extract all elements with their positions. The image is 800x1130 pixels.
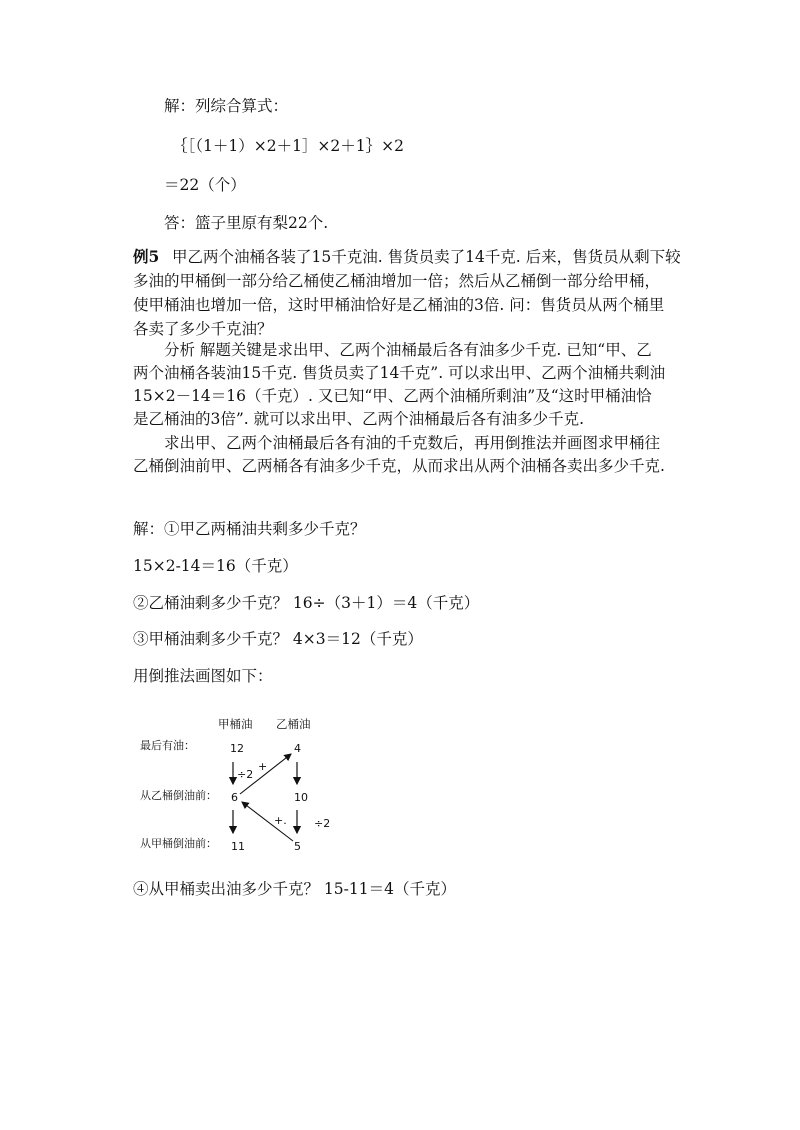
- op-divide-yi: ÷2: [314, 817, 331, 830]
- solution-intro: 解：列综合算式：: [164, 97, 289, 115]
- analysis-line-4: 是乙桶油的3倍”. 就可以求出甲、乙两个油桶最后各有油多少千克.: [133, 410, 585, 428]
- value-jia-final: 12: [230, 742, 244, 755]
- method-line-2: 乙桶倒油前甲、乙两桶各有油多少千克，从而求出从两个油桶各卖出多少千克.: [133, 457, 665, 475]
- example-line-2: 多油的甲桶倒一部分给乙桶使乙桶油增加一倍；然后从乙桶倒一部分给甲桶，: [133, 272, 661, 290]
- value-jia-before-yi-pour: 6: [231, 791, 238, 804]
- method-line-1: 求出甲、乙两个油桶最后各有油的千克数后，再用倒推法并画图求甲桶往: [164, 434, 661, 452]
- solution-answer: 答：篮子里原有梨22个.: [164, 214, 329, 232]
- row-label-before-yi-pour: 从乙桶倒油前：: [140, 789, 217, 802]
- example-label: 例5: [133, 247, 160, 266]
- analysis-line-2: 两个油桶各装油15千克. 售货员卖了14千克”. 可以求出甲、乙两个油桶共剩油: [133, 364, 666, 382]
- value-yi-before-yi-pour: 10: [294, 791, 308, 804]
- row-label-final: 最后有油：: [140, 739, 195, 752]
- example-line-1: 甲乙两个油桶各装了15千克油. 售货员卖了14千克. 后来，售货员从剩下较: [172, 248, 681, 266]
- column-header-yi: 乙桶油: [276, 717, 311, 731]
- column-header-jia: 甲桶油: [218, 717, 253, 731]
- op-divide-jia: ÷2: [237, 768, 254, 781]
- reverse-reasoning-diagram: [130, 712, 390, 862]
- step-1-question: 解：①甲乙两桶油共剩多少千克？: [133, 520, 366, 538]
- diagram-intro: 用倒推法画图如下：: [133, 667, 273, 685]
- step-2: ②乙桶油剩多少千克？ 16÷（3＋1）＝4（千克）: [133, 594, 480, 612]
- value-yi-final: 4: [294, 742, 301, 755]
- step-3: ③甲桶油剩多少千克？ 4×3＝12（千克）: [133, 630, 423, 648]
- step-1-calc: 15×2-14＝16（千克）: [133, 557, 298, 575]
- analysis-line-1: 分析 解题关键是求出甲、乙两个油桶最后各有油多少千克. 已知“甲、乙: [164, 341, 652, 359]
- analysis-line-3: 15×2－14＝16（千克）. 又已知“甲、乙两个油桶所剩油”及“这时甲桶油恰: [133, 387, 652, 405]
- op-plus-yi: +.: [274, 814, 287, 827]
- example-line-4: 各卖了多少千克油？: [133, 320, 273, 338]
- value-jia-before-jia-pour: 11: [231, 840, 245, 853]
- value-yi-before-jia-pour: 5: [294, 840, 301, 853]
- solution-result: ＝22（个）: [164, 176, 246, 194]
- step-4: ④从甲桶卖出油多少千克？ 15-11＝4（千克）: [133, 880, 456, 898]
- solution-formula: ｛［（1＋1）×2＋1］×2＋1｝×2: [172, 137, 404, 155]
- example-line-3: 使甲桶油也增加一倍，这时甲桶油恰好是乙桶油的3倍. 问：售货员从两个桶里: [133, 296, 665, 314]
- op-plus-jia: +: [258, 760, 268, 773]
- row-label-before-jia-pour: 从甲桶倒油前：: [140, 837, 217, 850]
